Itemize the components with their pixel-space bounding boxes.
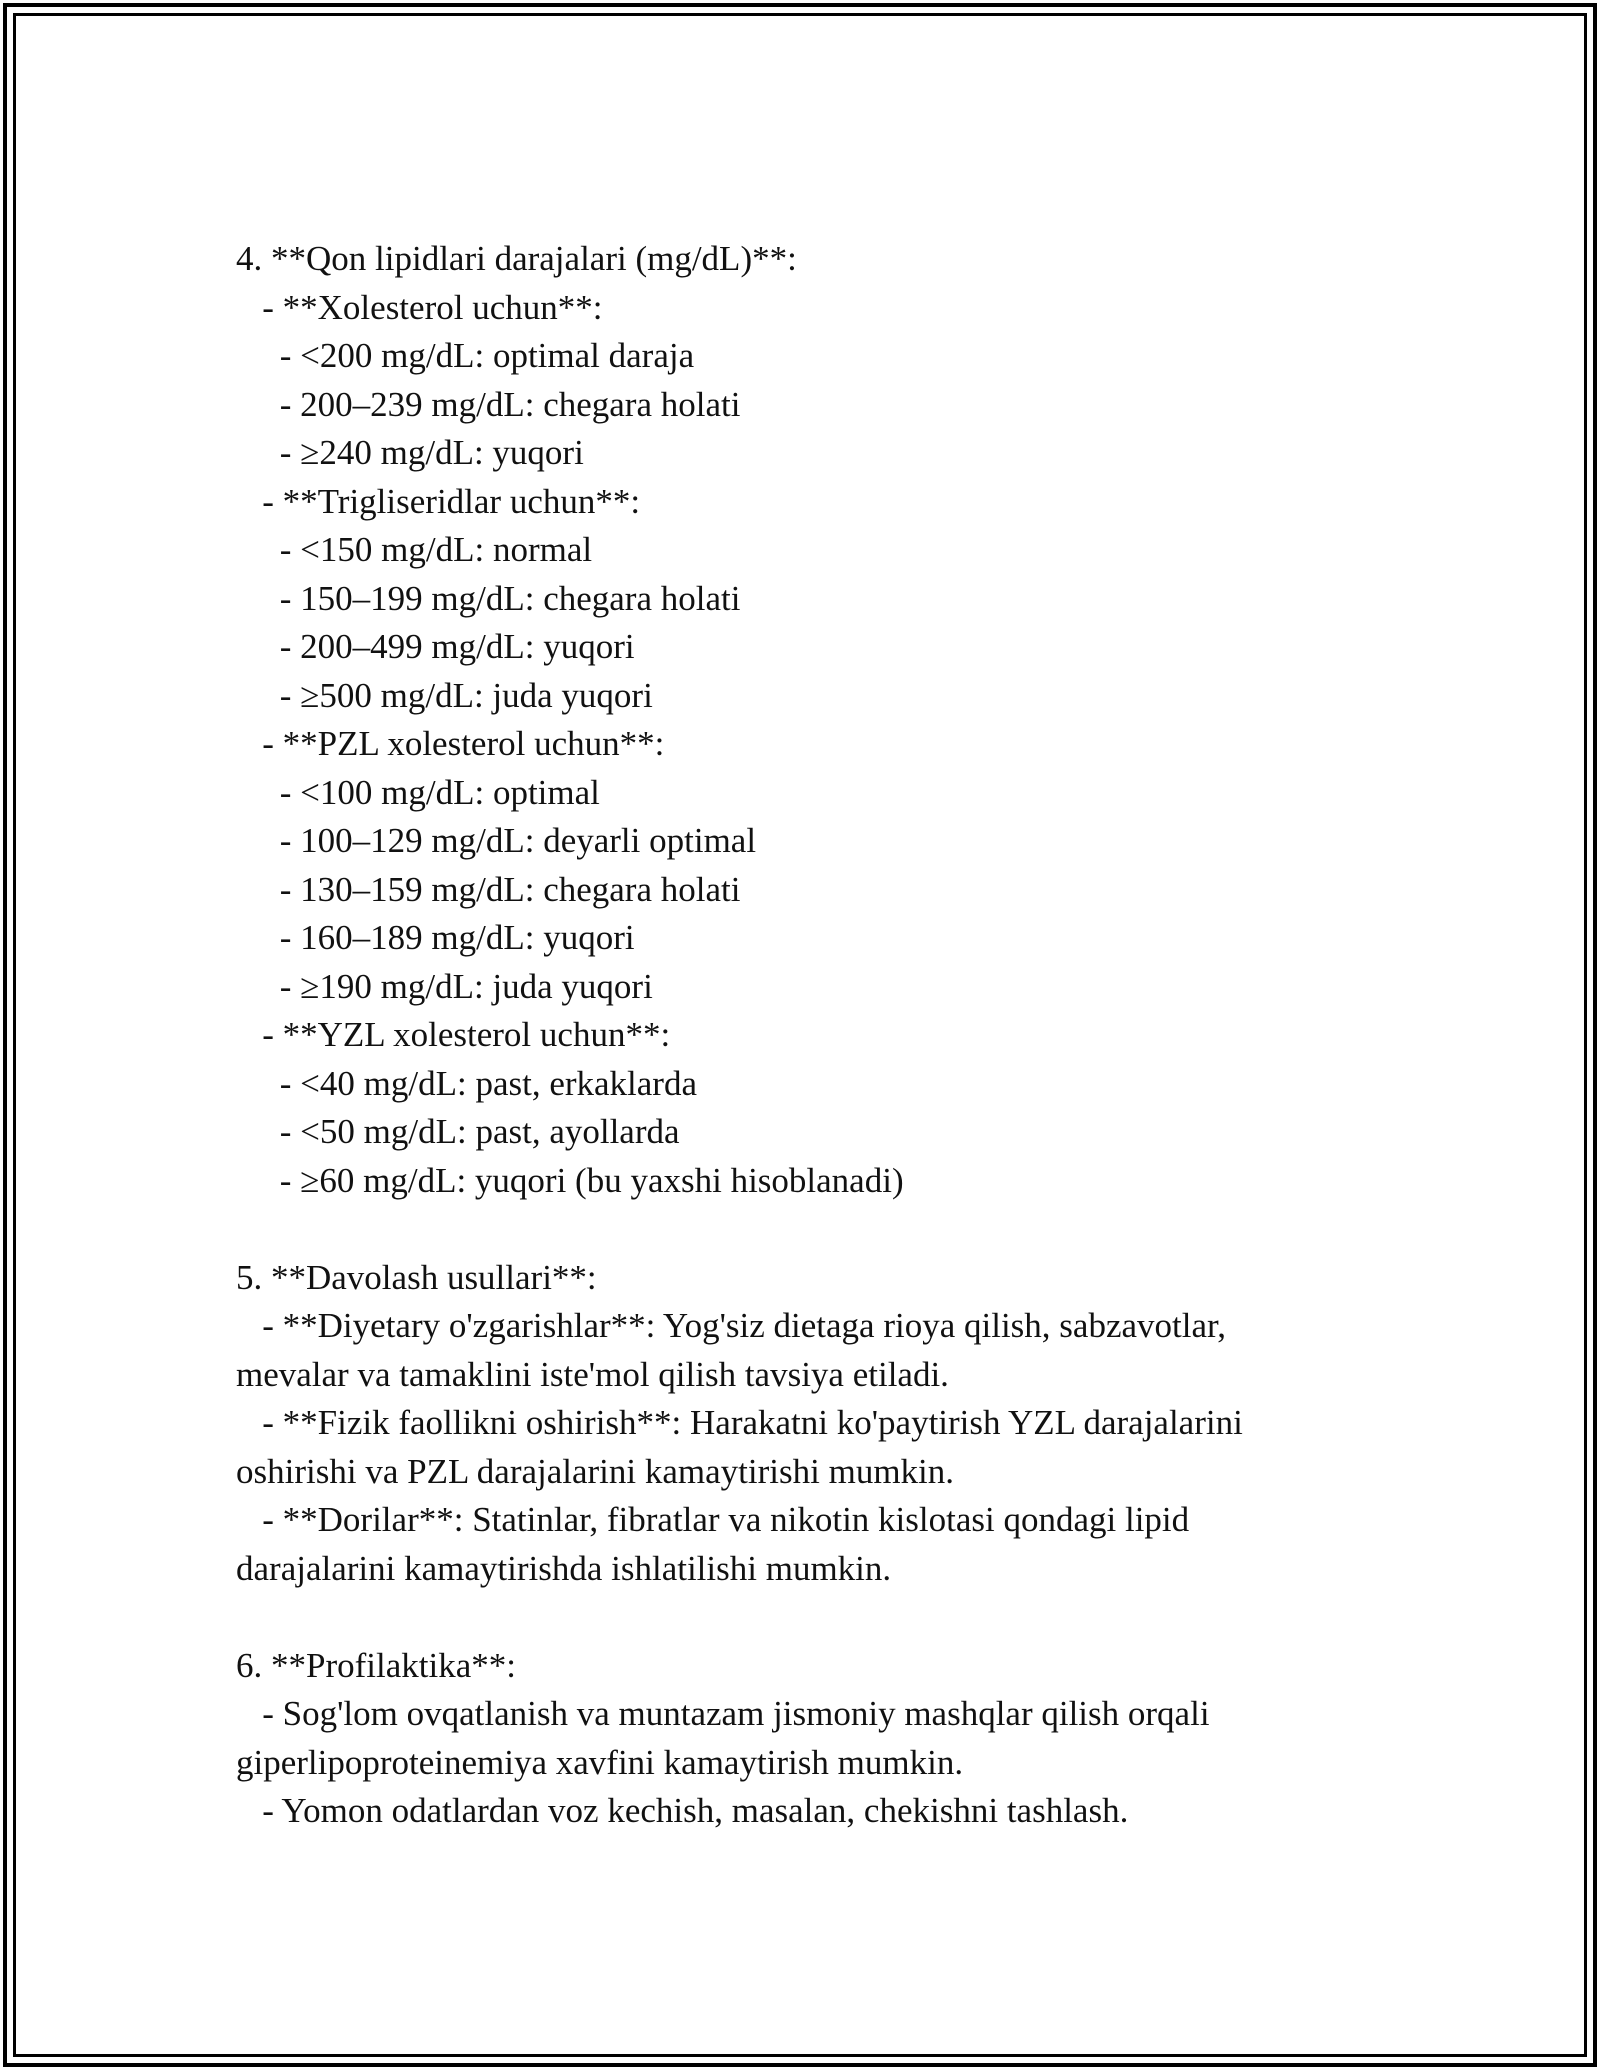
- paragraph-gap: [236, 1593, 1366, 1642]
- paragraph-line: - Sog'lom ovqatlanish va muntazam jismoniy mashqlar qilish orqali: [236, 1694, 1210, 1733]
- section-lipid-levels: [236, 235, 1366, 1205]
- list-item: - ≥60 mg/dL: yuqori (bu yaxshi hisoblanadi): [236, 1160, 904, 1200]
- list-item: - ≥190 mg/dL: juda yuqori: [236, 966, 653, 1006]
- document-body: [236, 235, 1366, 1836]
- list-item: - <50 mg/dL: past, ayollarda: [236, 1112, 680, 1151]
- paragraph-line: - **Dorilar**: Statinlar, fibratlar va nikotin kislotasi qondagi lipid: [236, 1500, 1190, 1539]
- subsection-heading: - **PZL xolesterol uchun**:: [236, 724, 665, 763]
- list-item: - <200 mg/dL: optimal daraja: [236, 336, 695, 375]
- subsection-heading: - **YZL xolesterol uchun**:: [236, 1015, 671, 1054]
- list-item: - <100 mg/dL: optimal: [236, 772, 600, 812]
- paragraph-line: oshirishi va PZL darajalarini kamaytirishi mumkin.: [236, 1451, 955, 1491]
- section-treatment: [236, 1254, 1366, 1594]
- list-item: - ≥500 mg/dL: juda yuqori: [236, 675, 653, 715]
- paragraph-line: darajalarini kamaytirishda ishlatilishi mumkin.: [236, 1548, 892, 1588]
- list-item: - 200–499 mg/dL: yuqori: [236, 627, 635, 666]
- list-item: - 160–189 mg/dL: yuqori: [236, 918, 635, 957]
- list-item: - 130–159 mg/dL: chegara holati: [236, 869, 741, 909]
- paragraph-line: mevalar va tamaklini iste'mol qilish tavsiya etiladi.: [236, 1354, 949, 1394]
- section-prevention: [236, 1642, 1366, 1836]
- paragraph-line: - **Diyetary o'zgarishlar**: Yog'siz dietaga rioya qilish, sabzavotlar,: [236, 1306, 1226, 1345]
- list-item: - 100–129 mg/dL: deyarli optimal: [236, 821, 757, 860]
- section-heading: 5. **Davolash usullari**:: [236, 1257, 597, 1297]
- paragraph-gap: [236, 1205, 1366, 1254]
- section-heading: 4. **Qon lipidlari darajalari (mg/dL)**:: [236, 239, 797, 278]
- list-item: - 150–199 mg/dL: chegara holati: [236, 578, 741, 618]
- paragraph-line: - Yomon odatlardan voz kechish, masalan, chekishni tashlash.: [236, 1791, 1129, 1830]
- paragraph-line: - **Fizik faollikni oshirish**: Harakatni ko'paytirish YZL darajalarini: [236, 1403, 1243, 1442]
- subsection-heading: - **Xolesterol uchun**:: [236, 287, 603, 327]
- section-heading: 6. **Profilaktika**:: [236, 1645, 516, 1685]
- list-item: - <150 mg/dL: normal: [236, 530, 593, 569]
- paragraph-line: giperlipoproteinemiya xavfini kamaytirish mumkin.: [236, 1742, 964, 1782]
- list-item: - ≥240 mg/dL: yuqori: [236, 433, 584, 472]
- list-item: - <40 mg/dL: past, erkaklarda: [236, 1063, 697, 1103]
- subsection-heading: - **Trigliseridlar uchun**:: [236, 481, 641, 521]
- list-item: - 200–239 mg/dL: chegara holati: [236, 384, 741, 424]
